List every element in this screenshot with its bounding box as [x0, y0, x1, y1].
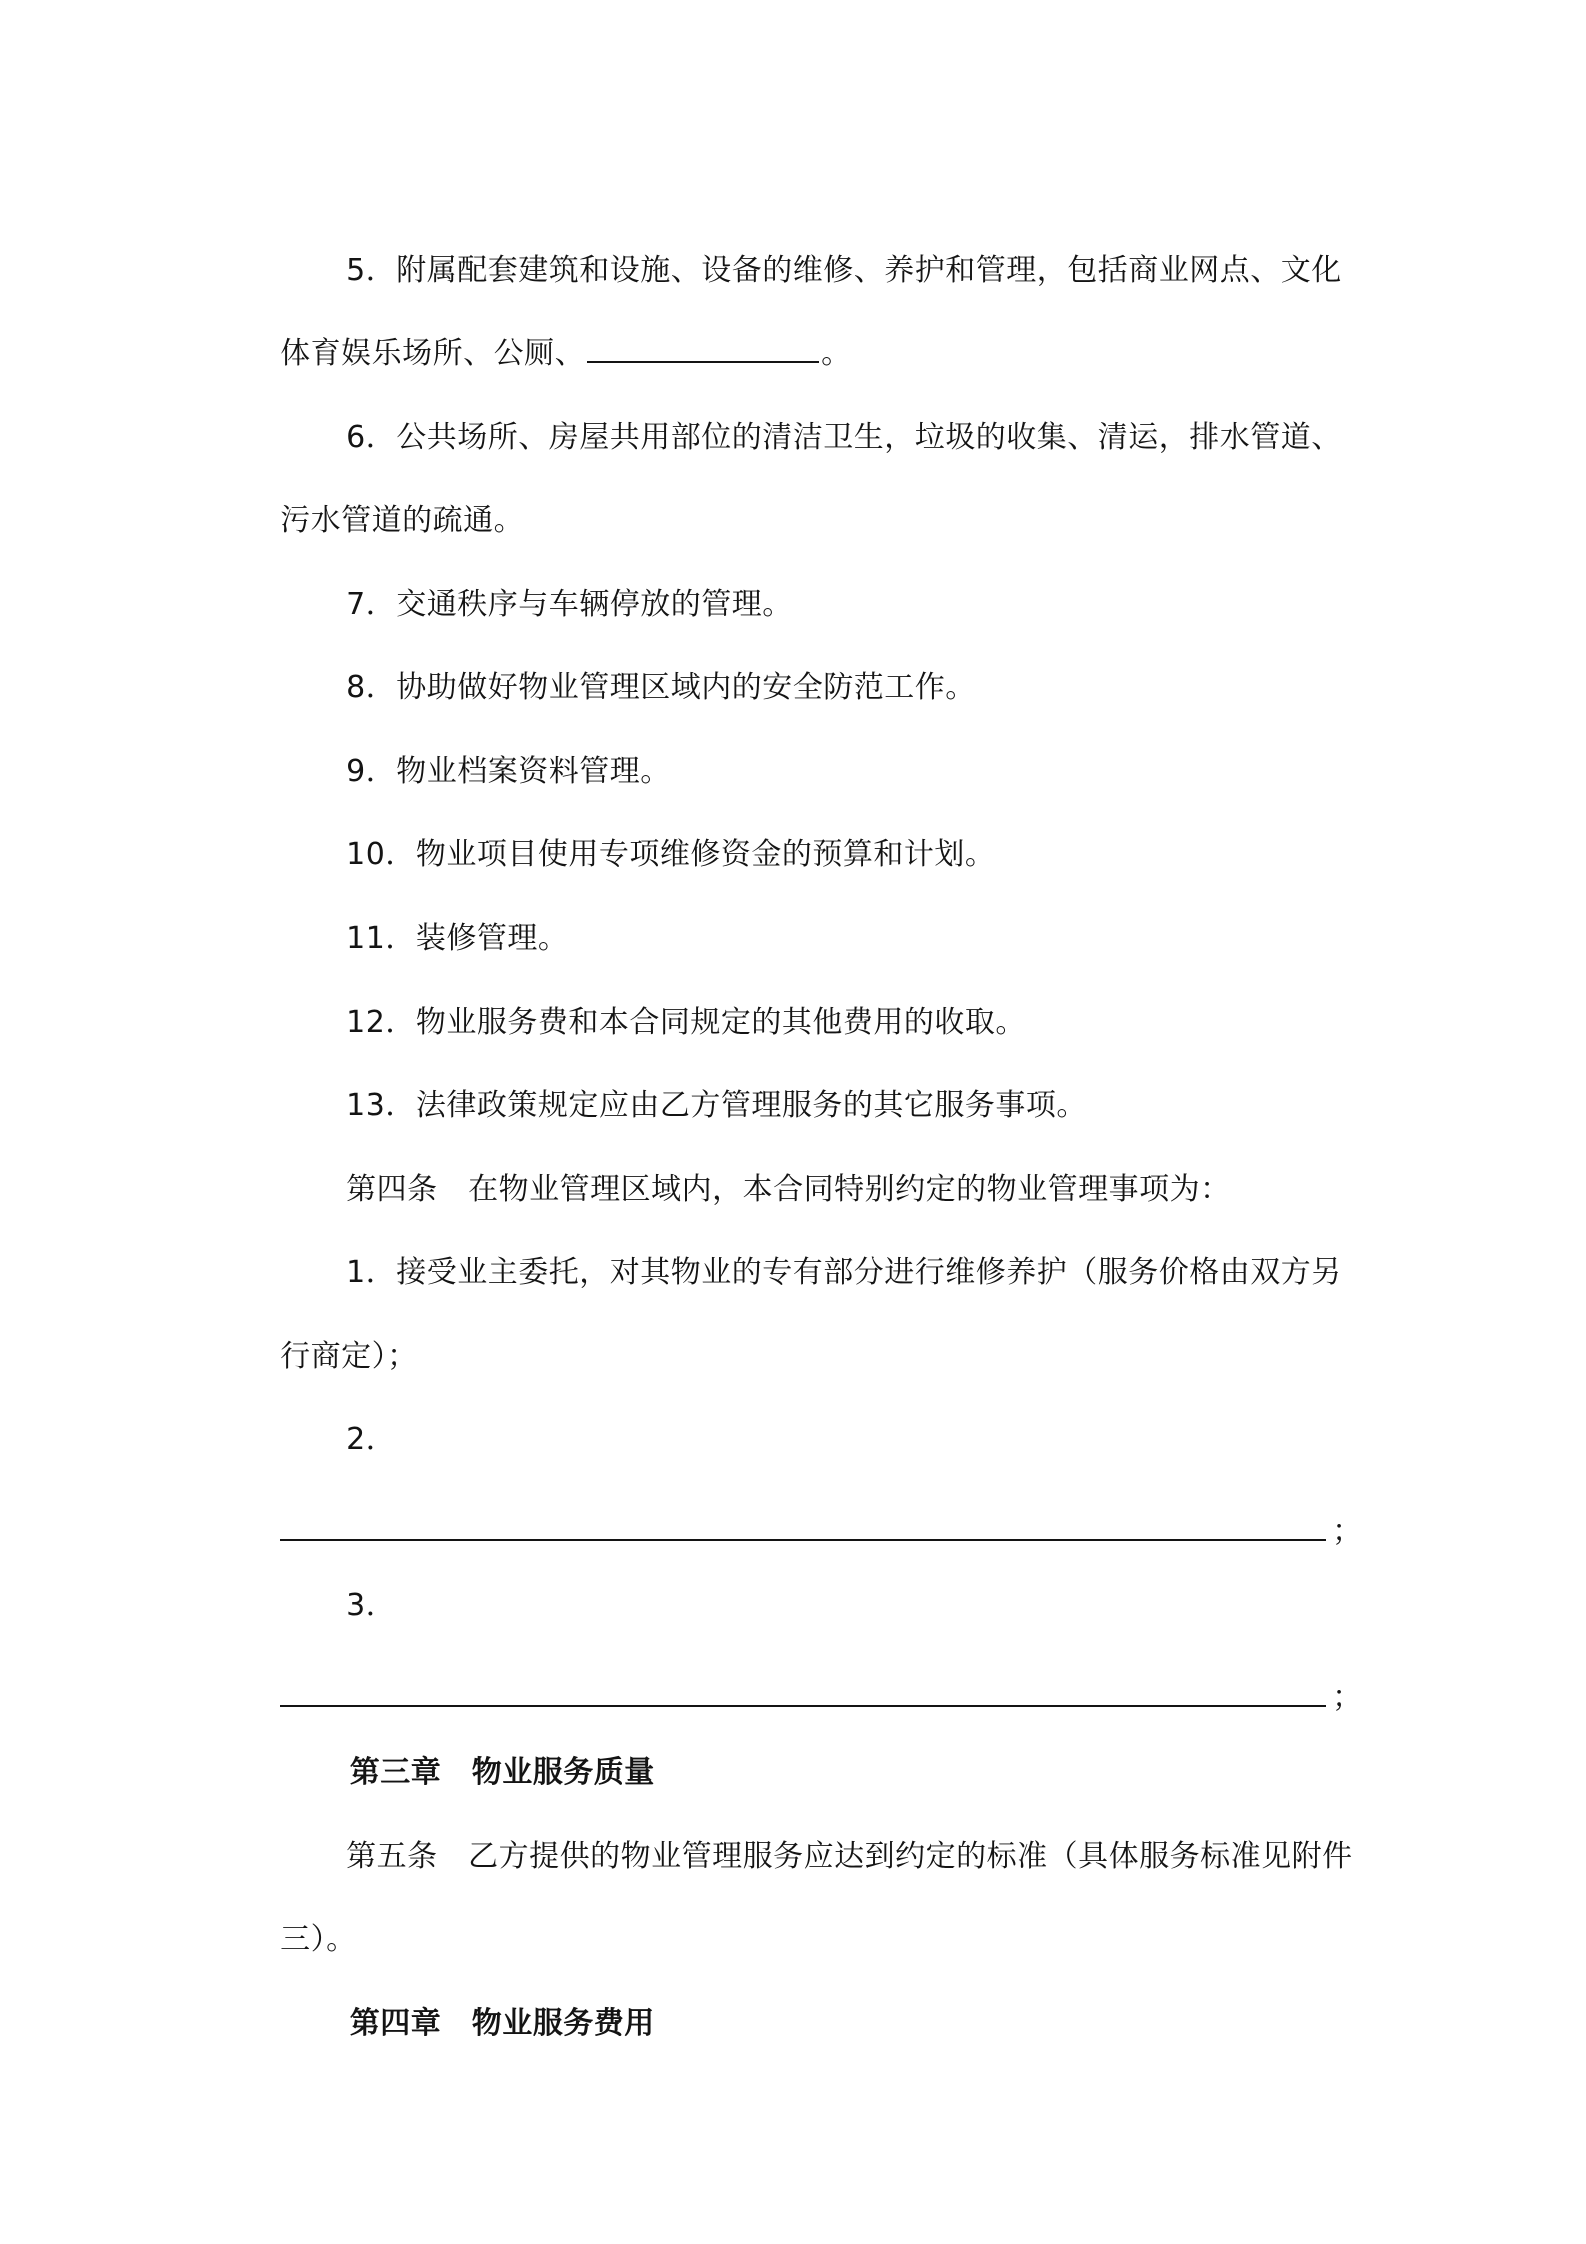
item-5-text: 5．附属配套建筑和设施、设备的维修、养护和管理，包括商业网点、文化: [346, 253, 1342, 288]
article-4-text: 第四条 在物业管理区域内，本合同特别约定的物业管理事项为：: [346, 1172, 1231, 1207]
chapter-3-text: 第三章 物业服务质量: [349, 1755, 655, 1790]
item-9-text: 9．物业档案资料管理。: [346, 754, 671, 789]
item-10-text: 10．物业项目使用专项维修资金的预算和计划。: [346, 837, 996, 872]
fill-in-blank: [587, 335, 819, 363]
item-11-text: 11．装修管理。: [346, 921, 569, 956]
item-6-text: 6．公共场所、房屋共用部位的清洁卫生，垃圾的收集、清运，排水管道、: [346, 420, 1342, 455]
item-13-text: 13．法律政策规定应由乙方管理服务的其它服务事项。: [346, 1088, 1087, 1123]
article-5-text: 第五条 乙方提供的物业管理服务应达到约定的标准（具体服务标准见附件: [346, 1839, 1353, 1874]
sub-2-end: ；: [1332, 1514, 1363, 1549]
item-12-text: 12．物业服务费和本合同规定的其他费用的收取。: [346, 1005, 1026, 1040]
sub-3-end: ；: [1332, 1680, 1363, 1715]
fill-in-blank: [280, 1679, 1326, 1707]
sub-1-text: 1．接受业主委托，对其物业的专有部分进行维修养护（服务价格由双方另: [346, 1255, 1342, 1290]
item-5-text-cont: 体育娱乐场所、公厕、: [280, 336, 586, 371]
item-7-text: 7．交通秩序与车辆停放的管理。: [346, 587, 793, 622]
sub-2-label: 2．: [346, 1422, 397, 1457]
item-5-period: 。: [821, 336, 852, 371]
chapter-4-title: [0, 1964, 1586, 2084]
sub-1-text-cont: 行商定）；: [280, 1339, 418, 1374]
fill-in-blank: [280, 1513, 1326, 1541]
item-8-text: 8．协助做好物业管理区域内的安全防范工作。: [346, 670, 976, 705]
sub-3-label: 3．: [346, 1588, 397, 1623]
article-5-text-cont: 三）。: [280, 1922, 357, 1957]
item-6-text-cont: 污水管道的疏通。: [280, 503, 525, 538]
chapter-4-text: 第四章 物业服务费用: [349, 2006, 655, 2041]
